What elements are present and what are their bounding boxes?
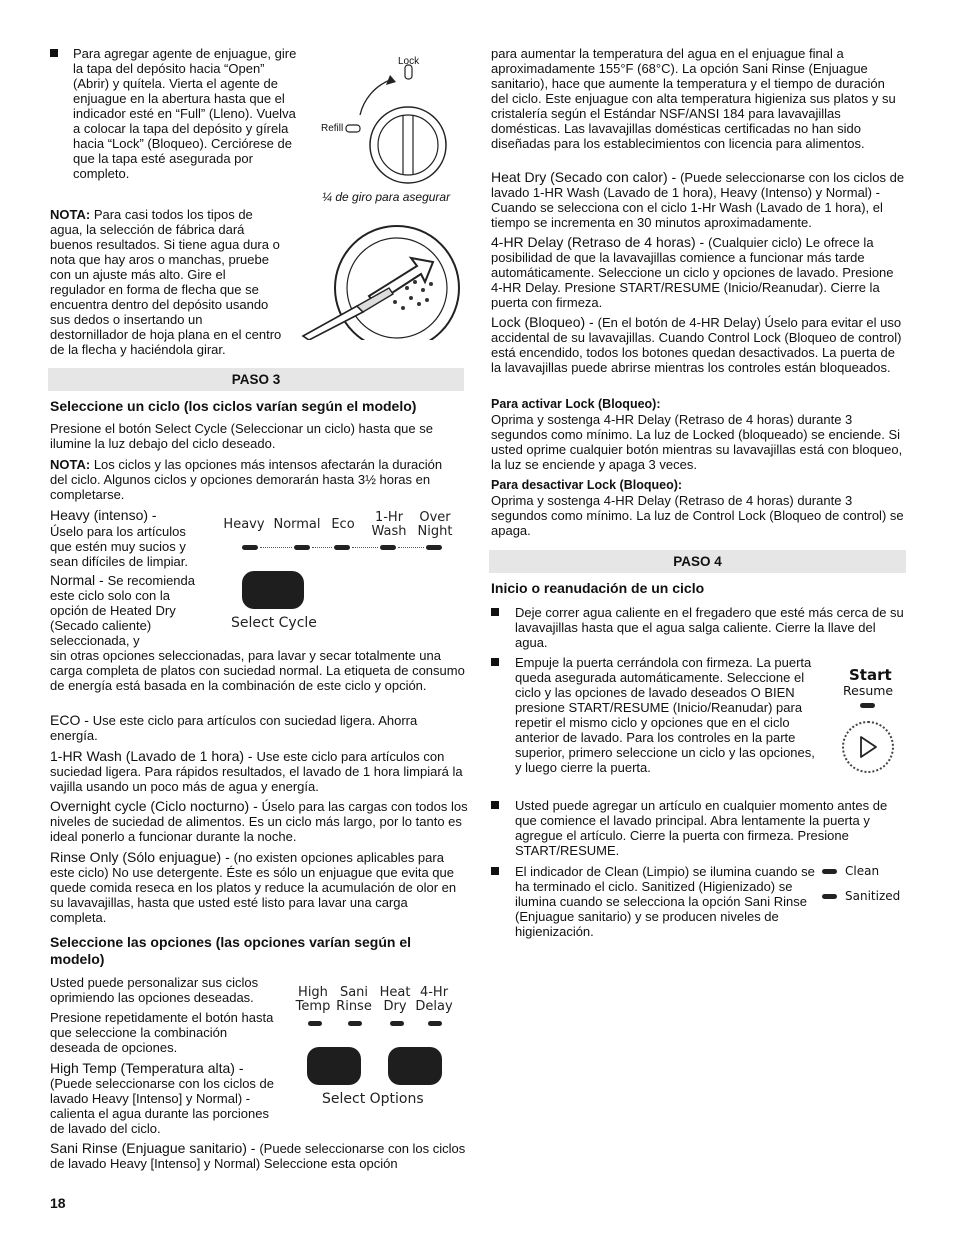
sani-continued: para aumentar la temperatura del agua en el enjuague final a aproximadamente 155°F (68°C). La opción Sani Rinse (Enjuague sanitario), hace que aumente la temperatura y el tiempo de duración del ciclo. Este enjuague con alta temperatura higieniza sus platos y su cristalería según el Estándar NSF/ANSI 184 para lavavajillas domésticas. Las lavavajillas domésticas certificadas no han sido diseñadas para los establecimientos con licencia para alimentos.	[491, 46, 896, 151]
select-options-button-left[interactable]	[307, 1047, 361, 1085]
option-led-sani-rinse	[348, 1021, 362, 1026]
cycle-label-normal: Normal	[273, 517, 321, 532]
hightemp-title: High Temp (Temperatura alta) -	[50, 1060, 244, 1076]
arrow-regulator-illustration	[297, 218, 463, 340]
activate-lock-title: Para activar Lock (Bloqueo):	[491, 397, 661, 411]
rinse-paragraph	[50, 850, 462, 925]
select-options-button-right[interactable]	[388, 1047, 442, 1085]
cycle-led-eco	[334, 545, 350, 550]
options-p1: Usted puede personalizar sus ciclos oprimiendo las opciones deseadas.	[50, 975, 259, 1005]
cycle-led-divider	[352, 547, 378, 548]
cycle-led-normal	[294, 545, 310, 550]
dial-icon	[310, 55, 460, 185]
option-label-4hr-delay: 4-Hr Delay	[415, 985, 453, 1014]
bullet-icon	[50, 49, 58, 57]
start-led	[860, 703, 875, 708]
cycle-led-heavy	[242, 545, 258, 550]
1hr-text: Use este ciclo para artículos con suciedad ligera. Para rápidos resultados, el lavado de 1 hora limpiará la vajilla usando un poco más de agua y energía.	[50, 749, 463, 794]
delay-title: 4-HR Delay (Retraso de 4 horas) -	[491, 234, 709, 250]
eco-paragraph	[50, 713, 468, 743]
option-label-sani-rinse: Sani Rinse	[336, 985, 372, 1014]
dial-lock-label: Lock	[398, 56, 420, 67]
overnight-paragraph	[50, 799, 468, 844]
deactivate-lock-text: Oprima y sostenga 4-HR Delay (Retraso de 4 horas) durante 3 segundos como mínimo. La luz de Control Lock (Bloqueo de control) se apaga.	[491, 493, 904, 538]
nota-paragraph	[50, 207, 284, 357]
start-label: Start	[849, 666, 892, 684]
select-cycle-intro: Presione el botón Select Cycle (Seleccionar un ciclo) hasta que se ilumine la luz debajo del ciclo deseado.	[50, 421, 433, 451]
resume-label: Resume	[843, 683, 894, 698]
heatdry-text: (Puede seleccionarse con los ciclos de lavado 1-HR Wash (Lavado de 1 hora), Heavy (Intenso) y Normal) - Cuando se selecciona con el ciclo 1-Hr Wash (Lavado de 1 hora), el tiempo se incrementa en 30 minutos aproximadamente.	[491, 170, 905, 230]
option-label-heat-dry: Heat Dry	[379, 985, 411, 1014]
rinse-aid-dial-illustration	[310, 55, 460, 185]
screwdriver-icon	[297, 218, 463, 340]
dial-refill-label: Refill	[321, 123, 344, 134]
page-number: 18	[50, 1195, 66, 1211]
lock-text: (En el botón de 4-HR Delay) Úselo para evitar el uso accidental de su lavavajillas. Cuando Control Lock (Bloqueo de control) está encendido, todos los botones quedan desactivados. La puerta de la lavavajillas puede abrirse mientras los controles están bloqueados.	[491, 315, 902, 375]
bullet-icon	[491, 658, 499, 666]
delay-text: (Cualquier ciclo) Le ofrece la posibilidad de que la lavavajillas comience a funcionar más tarde automáticamente. Seleccione un ciclo y opciones de lavado. Presione 4-HR Delay. Presione START/RESUME (Inicio/Reanudar). Cierre la puerta con firmeza.	[491, 235, 894, 310]
deactivate-lock-title: Para desactivar Lock (Bloqueo):	[491, 478, 683, 492]
activate-lock-text: Oprima y sostenga 4-HR Delay (Retraso de 4 horas) durante 3 segundos como mínimo. La luz de Locked (bloqueado) se enciende. Si usted oprime cualquier botón mientras su lavavajillas está con bloqueo, la luz se enciende y apaga 3 veces.	[491, 412, 903, 472]
start-resume-button[interactable]	[842, 721, 894, 773]
sanitized-led	[822, 894, 837, 899]
delay-paragraph	[491, 235, 905, 310]
option-label-high-temp: High Temp	[295, 985, 331, 1014]
cycle-label-1hr-wash: 1-Hr Wash	[371, 510, 407, 539]
1hr-title: 1-HR Wash (Lavado de 1 hora) -	[50, 748, 257, 764]
heavy-title: Heavy (intenso) -	[50, 507, 157, 523]
start-bullet-4: El indicador de Clean (Limpio) se ilumina cuando se ha terminado el ciclo. Sanitized (Higienizado) se ilumina cuando se selecciona la opción Sani Rinse (Enjuague sanitario) y se producen niveles de higienización.	[515, 864, 815, 939]
bullet-icon	[491, 801, 499, 809]
options-p2: Presione repetidamente el botón hasta que seleccione la combinación deseada de opciones.	[50, 1010, 274, 1055]
cycle-led-overnight	[426, 545, 442, 550]
paso4-header: PASO 4	[489, 550, 906, 573]
heatdry-paragraph	[491, 170, 905, 230]
start-heading: Inicio o reanudación de un ciclo	[491, 580, 705, 596]
rinse-text: (no existen opciones aplicables para este ciclo) No use detergente. Éste es sólo un enjuague que evita que quede comida reseca en los platos y reduce la acumulación de olor en su lavavajillas, hasta que usted esté listo para lavar una carga completa.	[50, 850, 457, 925]
bullet-icon	[491, 608, 499, 616]
start-bullet-1: Deje correr agua caliente en el fregadero que esté más cerca de su lavavajillas hasta que el agua salga caliente. Cierre la llave del agua.	[515, 605, 904, 650]
cycle-led-1hr-wash	[380, 545, 396, 550]
clean-label: Clean	[845, 864, 880, 878]
options-heading: Seleccione las opciones (las opciones varían según el modelo)	[50, 934, 412, 967]
normal-title: Normal -	[50, 572, 108, 588]
clean-led	[822, 869, 837, 874]
nota2-text: Los ciclos y las opciones más intensos afectarán la duración del ciclo. Algunos ciclos y opciones demorarán hasta 3½ horas en completarse.	[50, 457, 443, 502]
cycle-led-divider	[398, 547, 424, 548]
cycle-led-divider	[260, 547, 292, 548]
sani-title: Sani Rinse (Enjuague sanitario) -	[50, 1140, 260, 1156]
select-options-caption: Select Options	[322, 1091, 424, 1107]
select-cycle-button[interactable]	[242, 571, 304, 609]
eco-text: Use este ciclo para artículos con suciedad ligera. Ahorra energía.	[50, 713, 418, 743]
overnight-text: Úselo para las cargas con todos los niveles de suciedad de alimentos. Es un ciclo más largo, por lo tanto es ideal ponerlo a funcionar durante la noche.	[50, 799, 468, 844]
start-bullet-2: Empuje la puerta cerrándola con firmeza. La puerta queda asegurada automáticamente. Seleccione el ciclo y las opciones de lavado deseados O BIEN presione START/RESUME (Inicio/Reanudar) para repetir el mismo ciclo y opciones que en el ciclo anterior de lavado. Para los controles en la parte superior, primero seleccione un ciclo y las opciones, y luego cierre la puerta.	[515, 655, 815, 775]
1hr-paragraph	[50, 749, 468, 794]
lock-title: Lock (Bloqueo) -	[491, 314, 598, 330]
rinse-aid-bullet: Para agregar agente de enjuague, gire la tapa del depósito hacia “Open” (Abrir) y quítela. Vierta el agente de enjuague en la abertura hasta que el indicador esté en “Full” (Lleno). Vuelva a colocar la tapa del depósito y gírela hacia “Lock” (Bloqueo). Cerciórese de que la tapa esté asegurada por completo.	[73, 46, 297, 181]
nota-text: Para casi todos los tipos de agua, la selección de fábrica dará buenos resultados. Si tiene agua dura o nota que hay aros o manchas, pruebe con un ajuste más alto. Gire el regulador en forma de flecha que se encuentra dentro del depósito usando sus dedos o insertando un destornillador de hoja plana en el centro de la flecha y haciéndola girar.	[50, 207, 282, 357]
dial-caption: ¼ de giro para asegurar	[322, 190, 451, 204]
option-led-4hr-delay	[428, 1021, 442, 1026]
heatdry-title: Heat Dry (Secado con calor) -	[491, 169, 681, 185]
lock-paragraph	[491, 315, 905, 375]
nota-label: NOTA:	[50, 207, 91, 222]
sanitized-label: Sanitized	[845, 889, 901, 903]
normal-paragraph	[50, 573, 210, 648]
bullet-icon	[491, 867, 499, 875]
select-cycle-heading: Seleccione un ciclo (los ciclos varían según el modelo)	[50, 398, 417, 414]
select-cycle-caption: Select Cycle	[231, 615, 317, 631]
nota2-label: NOTA:	[50, 457, 91, 472]
cycle-label-overnight: Over Night	[417, 510, 453, 539]
option-led-heat-dry	[390, 1021, 404, 1026]
start-bullet-3: Usted puede agregar un artículo en cualquier momento antes de que comience el lavado principal. Abra lentamente la puerta y agregue el artículo. Cierre la puerta con firmeza. Presione START/RESUME.	[515, 798, 888, 858]
normal-text-b: sin otras opciones seleccionadas, para lavar y secar totalmente una carga completa de platos con suciedad normal. La etiqueta de consumo de energía está basada en la combinación de este ciclo y opción.	[50, 648, 465, 693]
sani-paragraph	[50, 1141, 470, 1171]
eco-title: ECO -	[50, 712, 93, 728]
cycle-led-divider	[312, 547, 332, 548]
hightemp-text: (Puede seleccionarse con los ciclos de lavado Heavy [Intenso] y Normal) - calienta el agua durante las porciones de lavado del ciclo.	[50, 1076, 275, 1136]
normal-text-a: Se recomienda este ciclo solo con la opción de Heated Dry (Secado caliente) seleccionada, y	[50, 573, 196, 648]
rinse-title: Rinse Only (Sólo enjuague) -	[50, 849, 234, 865]
option-led-high-temp	[308, 1021, 322, 1026]
cycle-label-heavy: Heavy	[223, 517, 265, 532]
nota2-paragraph	[50, 457, 460, 502]
heavy-text: Úselo para los artículos que estén muy sucios y sean difíciles de limpiar.	[50, 524, 189, 569]
sani-text: (Puede seleccionarse con los ciclos de lavado Heavy [Intenso] y Normal) Seleccione esta opción	[50, 1141, 466, 1171]
cycle-label-eco: Eco	[331, 517, 355, 532]
play-icon	[857, 734, 879, 760]
paso3-header: PASO 3	[48, 368, 464, 391]
overnight-title: Overnight cycle (Ciclo nocturno) -	[50, 798, 262, 814]
